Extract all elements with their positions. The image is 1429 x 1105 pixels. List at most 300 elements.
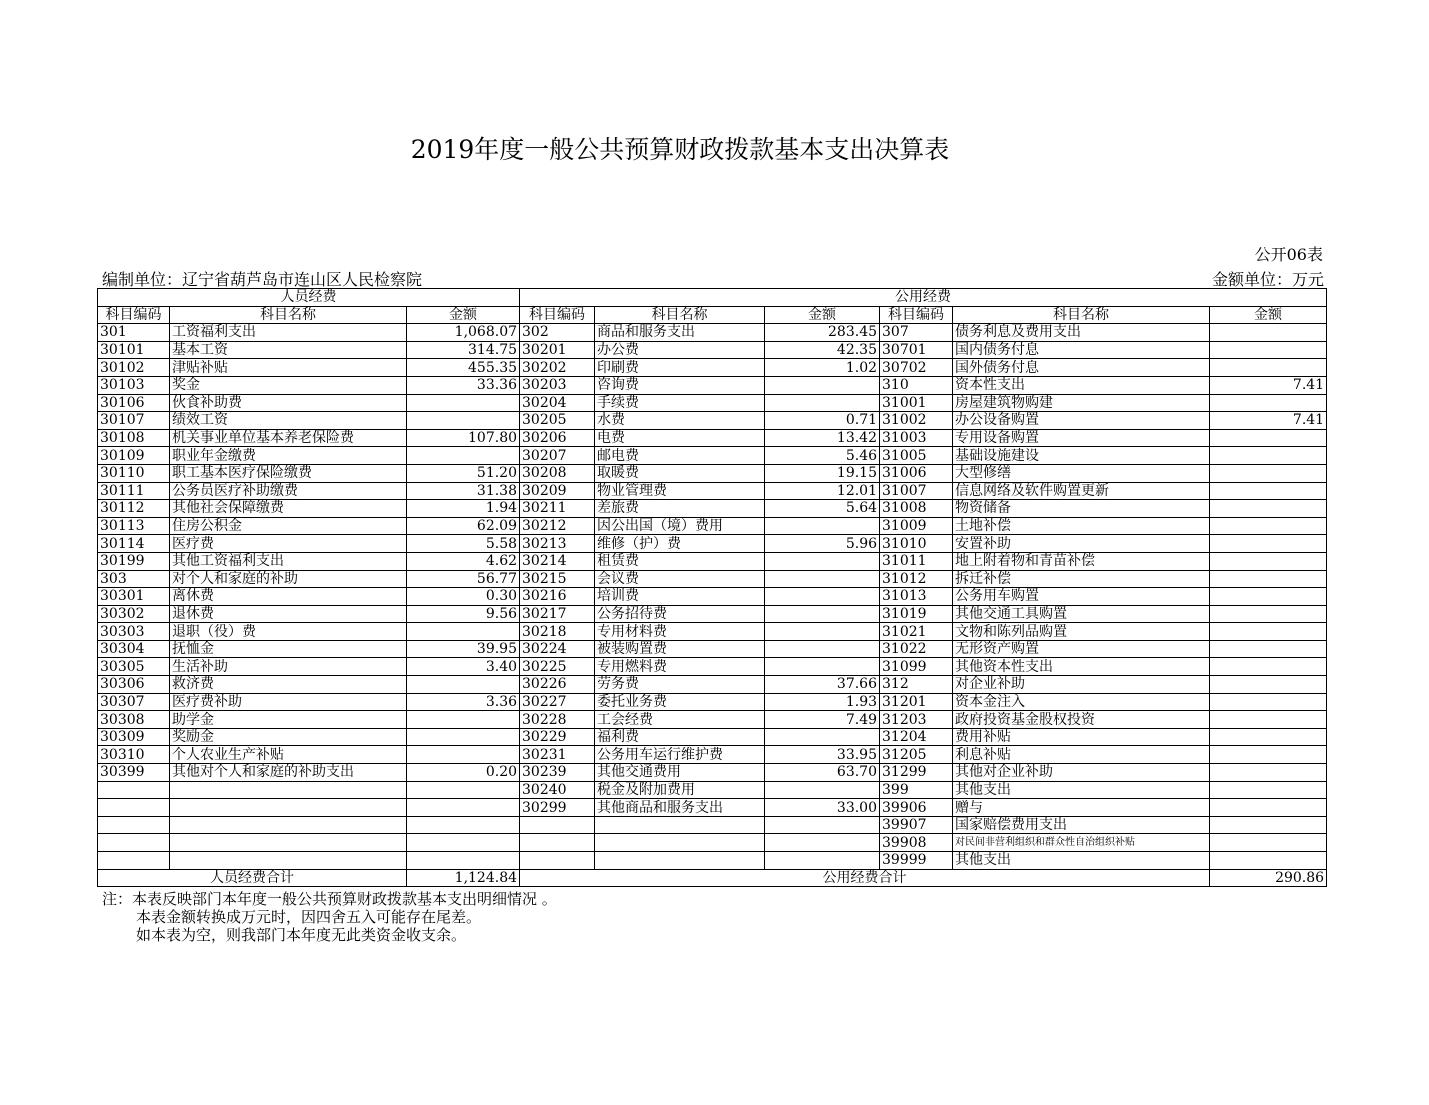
name-cell: 政府投资基金股权投资 <box>953 711 1210 729</box>
amount-cell <box>407 852 520 870</box>
amount-cell <box>407 711 520 729</box>
amount-cell <box>1210 834 1327 852</box>
amount-cell <box>765 728 880 746</box>
code-cell: 31021 <box>880 623 953 641</box>
header-amount: 金额 <box>765 306 880 324</box>
name-cell <box>170 852 407 870</box>
amount-unit: 金额单位：万元 <box>1211 270 1324 289</box>
name-cell: 医疗费 <box>170 535 407 553</box>
amount-cell <box>1210 693 1327 711</box>
amount-cell: 5.58 <box>407 535 520 553</box>
totals-row <box>98 869 1327 887</box>
name-cell: 拆迁补偿 <box>953 570 1210 588</box>
name-cell: 其他社会保障缴费 <box>170 500 407 518</box>
table-row <box>98 429 1327 447</box>
amount-cell: 31.38 <box>407 482 520 500</box>
amount-cell <box>1210 623 1327 641</box>
table-body <box>98 324 1327 869</box>
name-cell: 印刷费 <box>595 359 765 377</box>
name-cell <box>595 852 765 870</box>
table-row <box>98 412 1327 430</box>
table-row <box>98 447 1327 465</box>
amount-cell <box>1210 605 1327 623</box>
name-cell <box>170 781 407 799</box>
amount-cell <box>407 728 520 746</box>
name-cell: 取暖费 <box>595 464 765 482</box>
code-cell: 30207 <box>520 447 595 465</box>
code-cell <box>98 816 170 834</box>
amount-cell: 33.00 <box>765 799 880 817</box>
name-cell: 专用设备购置 <box>953 429 1210 447</box>
header-amount: 金额 <box>1210 306 1327 324</box>
table-row <box>98 394 1327 412</box>
amount-cell: 3.36 <box>407 693 520 711</box>
code-cell: 30203 <box>520 376 595 394</box>
code-cell: 30702 <box>880 359 953 377</box>
amount-cell <box>1210 394 1327 412</box>
name-cell: 工会经费 <box>595 711 765 729</box>
table-row <box>98 640 1327 658</box>
name-cell: 文物和陈列品购置 <box>953 623 1210 641</box>
code-cell: 30102 <box>98 359 170 377</box>
amount-cell: 13.42 <box>765 429 880 447</box>
group-public: 公用经费 <box>520 289 1327 307</box>
amount-cell: 314.75 <box>407 341 520 359</box>
name-cell: 商品和服务支出 <box>595 324 765 342</box>
amount-cell: 4.62 <box>407 552 520 570</box>
code-cell: 30108 <box>98 429 170 447</box>
amount-cell: 107.80 <box>407 429 520 447</box>
amount-cell: 12.01 <box>765 482 880 500</box>
amount-cell <box>765 658 880 676</box>
code-cell: 31005 <box>880 447 953 465</box>
name-cell: 其他支出 <box>953 852 1210 870</box>
code-cell: 39908 <box>880 834 953 852</box>
amount-cell <box>1210 640 1327 658</box>
code-cell: 30202 <box>520 359 595 377</box>
name-cell <box>170 834 407 852</box>
amount-cell <box>765 640 880 658</box>
name-cell: 差旅费 <box>595 500 765 518</box>
header-name: 科目名称 <box>595 306 765 324</box>
code-cell: 31012 <box>880 570 953 588</box>
amount-cell <box>765 834 880 852</box>
name-cell: 其他交通费用 <box>595 764 765 782</box>
name-cell <box>595 834 765 852</box>
code-cell: 30206 <box>520 429 595 447</box>
code-cell: 30304 <box>98 640 170 658</box>
code-cell: 30299 <box>520 799 595 817</box>
amount-cell <box>1210 447 1327 465</box>
public-total-value: 290.86 <box>1210 869 1327 887</box>
name-cell: 国外债务付息 <box>953 359 1210 377</box>
code-cell: 31201 <box>880 693 953 711</box>
amount-cell: 1,068.07 <box>407 324 520 342</box>
table-row <box>98 799 1327 817</box>
amount-cell: 63.70 <box>765 764 880 782</box>
amount-cell: 283.45 <box>765 324 880 342</box>
code-cell: 30301 <box>98 588 170 606</box>
amount-cell: 7.41 <box>1210 376 1327 394</box>
unit-line <box>102 267 1324 290</box>
code-cell: 31203 <box>880 711 953 729</box>
table-row <box>98 623 1327 641</box>
name-cell: 奖励金 <box>170 728 407 746</box>
name-cell: 对个人和家庭的补助 <box>170 570 407 588</box>
name-cell: 公务员医疗补助缴费 <box>170 482 407 500</box>
amount-cell: 3.40 <box>407 658 520 676</box>
code-cell <box>98 834 170 852</box>
name-cell: 土地补偿 <box>953 517 1210 535</box>
code-cell: 30227 <box>520 693 595 711</box>
amount-cell <box>407 834 520 852</box>
name-cell: 物资储备 <box>953 500 1210 518</box>
amount-cell: 19.15 <box>765 464 880 482</box>
table-row <box>98 852 1327 870</box>
name-cell: 退职（役）费 <box>170 623 407 641</box>
code-cell <box>520 852 595 870</box>
expenditure-table <box>97 288 1327 887</box>
code-cell: 31019 <box>880 605 953 623</box>
name-cell: 被装购置费 <box>595 640 765 658</box>
amount-cell: 51.20 <box>407 464 520 482</box>
amount-cell: 42.35 <box>765 341 880 359</box>
code-cell: 30306 <box>98 676 170 694</box>
name-cell: 费用补贴 <box>953 728 1210 746</box>
name-cell: 福利费 <box>595 728 765 746</box>
code-cell: 30229 <box>520 728 595 746</box>
amount-cell <box>1210 799 1327 817</box>
name-cell <box>595 816 765 834</box>
code-cell: 30307 <box>98 693 170 711</box>
name-cell: 安置补助 <box>953 535 1210 553</box>
note-line: 本表金额转换成万元时，因四舍五入可能存在尾差。 <box>136 908 482 926</box>
name-cell: 机关事业单位基本养老保险费 <box>170 429 407 447</box>
preparing-unit: 编制单位：辽宁省葫芦岛市连山区人民检察院 <box>102 270 423 289</box>
code-cell: 30107 <box>98 412 170 430</box>
code-cell: 31003 <box>880 429 953 447</box>
name-cell: 税金及附加费用 <box>595 781 765 799</box>
amount-cell: 5.64 <box>765 500 880 518</box>
code-cell: 30302 <box>98 605 170 623</box>
table-row <box>98 324 1327 342</box>
code-cell <box>98 781 170 799</box>
code-cell: 30110 <box>98 464 170 482</box>
table-row <box>98 764 1327 782</box>
name-cell: 其他对企业补助 <box>953 764 1210 782</box>
table-row <box>98 816 1327 834</box>
amount-cell <box>1210 711 1327 729</box>
name-cell: 赠与 <box>953 799 1210 817</box>
name-cell: 绩效工资 <box>170 412 407 430</box>
note-line: 注：本表反映部门本年度一般公共预算财政拨款基本支出明细情况 。 <box>102 890 557 908</box>
code-cell: 30701 <box>880 341 953 359</box>
name-cell: 其他支出 <box>953 781 1210 799</box>
code-cell: 30113 <box>98 517 170 535</box>
amount-cell <box>407 781 520 799</box>
name-cell: 医疗费补助 <box>170 693 407 711</box>
amount-cell <box>765 852 880 870</box>
amount-cell <box>765 517 880 535</box>
name-cell: 对民间非营利组织和群众性自治组织补贴 <box>953 834 1210 852</box>
code-cell: 30101 <box>98 341 170 359</box>
amount-cell: 7.49 <box>765 711 880 729</box>
header-name: 科目名称 <box>953 306 1210 324</box>
amount-cell <box>1210 781 1327 799</box>
name-cell: 退休费 <box>170 605 407 623</box>
amount-cell <box>407 746 520 764</box>
amount-cell <box>1210 852 1327 870</box>
name-cell: 利息补贴 <box>953 746 1210 764</box>
name-cell: 无形资产购置 <box>953 640 1210 658</box>
code-cell <box>520 816 595 834</box>
name-cell: 离休费 <box>170 588 407 606</box>
amount-cell <box>1210 429 1327 447</box>
name-cell: 住房公积金 <box>170 517 407 535</box>
amount-cell <box>1210 746 1327 764</box>
code-cell: 30214 <box>520 552 595 570</box>
name-cell: 抚恤金 <box>170 640 407 658</box>
code-cell: 31010 <box>880 535 953 553</box>
code-cell: 30231 <box>520 746 595 764</box>
code-cell: 30103 <box>98 376 170 394</box>
name-cell: 信息网络及软件购置更新 <box>953 482 1210 500</box>
amount-cell <box>1210 552 1327 570</box>
name-cell: 其他工资福利支出 <box>170 552 407 570</box>
name-cell: 工资福利支出 <box>170 324 407 342</box>
table-row <box>98 658 1327 676</box>
table-row <box>98 341 1327 359</box>
header-code: 科目编码 <box>520 306 595 324</box>
name-cell: 资本金注入 <box>953 693 1210 711</box>
name-cell: 大型修缮 <box>953 464 1210 482</box>
amount-cell <box>407 816 520 834</box>
name-cell: 咨询费 <box>595 376 765 394</box>
name-cell: 职工基本医疗保险缴费 <box>170 464 407 482</box>
name-cell: 因公出国（境）费用 <box>595 517 765 535</box>
amount-cell: 39.95 <box>407 640 520 658</box>
personnel-total-value: 1,124.84 <box>407 869 520 887</box>
name-cell: 电费 <box>595 429 765 447</box>
amount-cell <box>765 605 880 623</box>
group-personnel: 人员经费 <box>98 289 520 307</box>
column-header-row <box>98 306 1327 324</box>
table-row <box>98 500 1327 518</box>
code-cell: 31007 <box>880 482 953 500</box>
amount-cell <box>765 623 880 641</box>
name-cell: 个人农业生产补贴 <box>170 746 407 764</box>
amount-cell <box>1210 359 1327 377</box>
code-cell: 30111 <box>98 482 170 500</box>
code-cell <box>98 799 170 817</box>
amount-cell: 455.35 <box>407 359 520 377</box>
name-cell: 会议费 <box>595 570 765 588</box>
code-cell <box>520 834 595 852</box>
name-cell: 伙食补助费 <box>170 394 407 412</box>
amount-cell: 33.36 <box>407 376 520 394</box>
amount-cell: 0.20 <box>407 764 520 782</box>
amount-cell <box>1210 482 1327 500</box>
name-cell: 其他商品和服务支出 <box>595 799 765 817</box>
code-cell: 31008 <box>880 500 953 518</box>
name-cell: 国家赔偿费用支出 <box>953 816 1210 834</box>
table-row <box>98 535 1327 553</box>
amount-cell: 62.09 <box>407 517 520 535</box>
amount-cell: 5.96 <box>765 535 880 553</box>
header-code: 科目编码 <box>880 306 953 324</box>
code-cell: 31022 <box>880 640 953 658</box>
name-cell: 基本工资 <box>170 341 407 359</box>
code-cell: 30303 <box>98 623 170 641</box>
code-cell: 30217 <box>520 605 595 623</box>
code-cell: 30226 <box>520 676 595 694</box>
code-cell: 307 <box>880 324 953 342</box>
name-cell: 委托业务费 <box>595 693 765 711</box>
name-cell: 专用材料费 <box>595 623 765 641</box>
name-cell: 办公设备购置 <box>953 412 1210 430</box>
amount-cell <box>1210 728 1327 746</box>
amount-cell: 0.71 <box>765 412 880 430</box>
name-cell: 水费 <box>595 412 765 430</box>
code-cell: 30204 <box>520 394 595 412</box>
form-number: 公开06表 <box>1254 245 1323 264</box>
amount-cell <box>407 676 520 694</box>
name-cell: 公务用车运行维护费 <box>595 746 765 764</box>
table-row <box>98 693 1327 711</box>
code-cell: 30109 <box>98 447 170 465</box>
amount-cell <box>765 816 880 834</box>
name-cell: 其他资本性支出 <box>953 658 1210 676</box>
name-cell: 劳务费 <box>595 676 765 694</box>
code-cell: 310 <box>880 376 953 394</box>
table-row <box>98 676 1327 694</box>
name-cell: 资本性支出 <box>953 376 1210 394</box>
code-cell: 30309 <box>98 728 170 746</box>
amount-cell <box>1210 517 1327 535</box>
code-cell: 30239 <box>520 764 595 782</box>
name-cell: 职业年金缴费 <box>170 447 407 465</box>
name-cell: 专用燃料费 <box>595 658 765 676</box>
table-row <box>98 728 1327 746</box>
code-cell: 399 <box>880 781 953 799</box>
amount-cell: 1.94 <box>407 500 520 518</box>
code-cell: 301 <box>98 324 170 342</box>
amount-cell: 56.77 <box>407 570 520 588</box>
amount-cell <box>765 376 880 394</box>
amount-cell: 33.95 <box>765 746 880 764</box>
amount-cell: 9.56 <box>407 605 520 623</box>
code-cell: 30216 <box>520 588 595 606</box>
amount-cell <box>1210 570 1327 588</box>
amount-cell <box>1210 764 1327 782</box>
header-name: 科目名称 <box>170 306 407 324</box>
table-row <box>98 482 1327 500</box>
code-cell: 30114 <box>98 535 170 553</box>
table-row <box>98 359 1327 377</box>
name-cell: 公务招待费 <box>595 605 765 623</box>
name-cell: 其他交通工具购置 <box>953 605 1210 623</box>
name-cell: 房屋建筑物购建 <box>953 394 1210 412</box>
table-row <box>98 464 1327 482</box>
table-row <box>98 834 1327 852</box>
code-cell: 30308 <box>98 711 170 729</box>
amount-cell: 7.41 <box>1210 412 1327 430</box>
code-cell: 30201 <box>520 341 595 359</box>
notes <box>102 890 557 944</box>
name-cell: 公务用车购置 <box>953 588 1210 606</box>
code-cell: 31205 <box>880 746 953 764</box>
code-cell: 30212 <box>520 517 595 535</box>
name-cell: 国内债务付息 <box>953 341 1210 359</box>
amount-cell <box>1210 816 1327 834</box>
name-cell <box>170 799 407 817</box>
table-row <box>98 711 1327 729</box>
name-cell: 培训费 <box>595 588 765 606</box>
code-cell: 31013 <box>880 588 953 606</box>
code-cell: 30399 <box>98 764 170 782</box>
amount-cell <box>1210 535 1327 553</box>
code-cell: 303 <box>98 570 170 588</box>
code-cell: 30211 <box>520 500 595 518</box>
code-cell: 31001 <box>880 394 953 412</box>
code-cell: 30228 <box>520 711 595 729</box>
name-cell: 地上附着物和青苗补偿 <box>953 552 1210 570</box>
name-cell: 救济费 <box>170 676 407 694</box>
name-cell: 其他对个人和家庭的补助支出 <box>170 764 407 782</box>
code-cell: 30205 <box>520 412 595 430</box>
table-row <box>98 746 1327 764</box>
amount-cell <box>407 412 520 430</box>
table-row <box>98 570 1327 588</box>
name-cell: 租赁费 <box>595 552 765 570</box>
code-cell: 31299 <box>880 764 953 782</box>
amount-cell <box>1210 464 1327 482</box>
group-header-row <box>98 289 1327 307</box>
amount-cell: 0.30 <box>407 588 520 606</box>
name-cell: 津贴补贴 <box>170 359 407 377</box>
table-row <box>98 588 1327 606</box>
amount-cell <box>407 394 520 412</box>
amount-cell <box>765 570 880 588</box>
code-cell <box>98 852 170 870</box>
personnel-total-label: 人员经费合计 <box>98 869 407 887</box>
name-cell: 维修（护）费 <box>595 535 765 553</box>
code-cell: 39906 <box>880 799 953 817</box>
code-cell: 30112 <box>98 500 170 518</box>
code-cell: 302 <box>520 324 595 342</box>
name-cell: 生活补助 <box>170 658 407 676</box>
code-cell: 31099 <box>880 658 953 676</box>
code-cell: 31002 <box>880 412 953 430</box>
name-cell <box>170 816 407 834</box>
name-cell: 基础设施建设 <box>953 447 1210 465</box>
header-amount: 金额 <box>407 306 520 324</box>
amount-cell <box>407 799 520 817</box>
name-cell: 邮电费 <box>595 447 765 465</box>
amount-cell <box>407 623 520 641</box>
code-cell: 312 <box>880 676 953 694</box>
amount-cell <box>1210 341 1327 359</box>
amount-cell: 1.93 <box>765 693 880 711</box>
name-cell: 办公费 <box>595 341 765 359</box>
code-cell: 31204 <box>880 728 953 746</box>
code-cell: 30208 <box>520 464 595 482</box>
amount-cell <box>1210 676 1327 694</box>
code-cell: 30213 <box>520 535 595 553</box>
amount-cell: 1.02 <box>765 359 880 377</box>
amount-cell <box>765 588 880 606</box>
page-title: 2019年度一般公共预算财政拨款基本支出决算表 <box>410 135 950 164</box>
